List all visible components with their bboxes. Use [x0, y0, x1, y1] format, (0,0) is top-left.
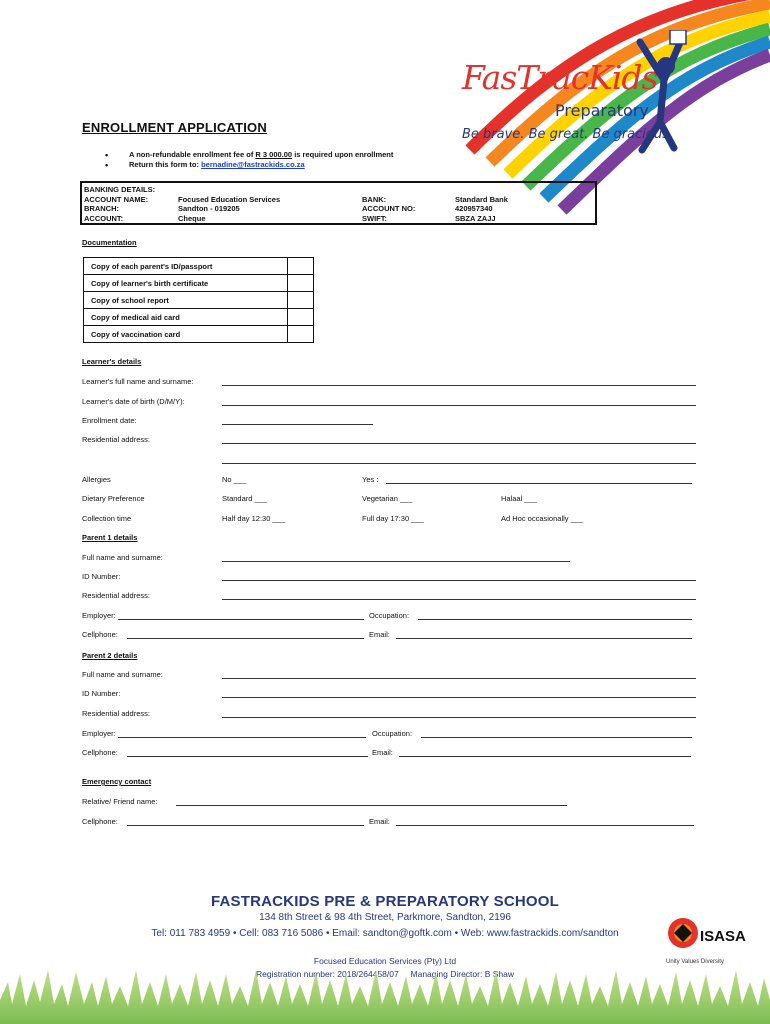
learner-address-field[interactable] — [222, 443, 696, 444]
emergency-cellphone-label: Cellphone: — [82, 817, 118, 826]
learner-dob-field[interactable] — [222, 405, 696, 406]
allergies-yes-label: Yes : — [362, 475, 379, 484]
diet-vegetarian-option[interactable]: Vegetarian ___ — [362, 494, 413, 503]
parent2-cellphone-field[interactable] — [127, 756, 368, 757]
isasa-name: ISASA — [700, 928, 746, 945]
school-logo — [460, 52, 674, 152]
banking-label: BANK: — [362, 194, 387, 204]
allergies-yes-field[interactable] — [386, 483, 692, 484]
footer-school-name: FASTRACKIDS PRE & PREPARATORY SCHOOL — [210, 893, 560, 910]
parent1-id-field[interactable] — [222, 580, 696, 581]
parent1-cellphone-field[interactable] — [127, 638, 364, 639]
checklist-row — [84, 258, 314, 275]
parent1-employer-label: Employer: — [82, 611, 116, 620]
parent2-occupation-field[interactable] — [421, 737, 692, 738]
footer-company: Focused Education Services (Pty) Ltd — [313, 956, 457, 966]
parent1-cellphone-label: Cellphone: — [82, 630, 118, 639]
fee-amount: R 3 000.00 — [255, 150, 293, 159]
collection-label: Collection time — [82, 514, 132, 523]
dietary-label: Dietary Preference — [82, 494, 145, 503]
isasa-tagline: Unity Values Diversity — [666, 959, 724, 965]
grass-decoration — [0, 960, 770, 1024]
enrollment-date-label: Enrollment date: — [82, 416, 137, 425]
checklist-row — [84, 292, 314, 309]
isasa-emblem-icon — [666, 916, 700, 950]
parent1-employer-field[interactable] — [118, 619, 364, 620]
collection-full-day-option[interactable]: Full day 17:30 ___ — [362, 514, 424, 523]
diet-standard-option[interactable]: Standard ___ — [222, 494, 268, 503]
learner-heading: Learner's details — [82, 357, 142, 366]
parent2-name-label: Full name and surname: — [82, 670, 163, 679]
checklist-item: Copy of learner's birth certificate — [84, 275, 288, 292]
parent2-heading: Parent 2 details — [82, 651, 138, 660]
checklist-checkbox[interactable] — [288, 275, 314, 292]
banking-label: ACCOUNT NO: — [362, 204, 416, 213]
emergency-email-field[interactable] — [396, 825, 694, 826]
checklist-row — [84, 275, 314, 292]
parent2-id-label: ID Number: — [82, 689, 121, 698]
allergies-label: Allergies — [82, 475, 111, 484]
notes-list — [105, 150, 393, 170]
parent1-email-label: Email: — [369, 630, 390, 639]
parent2-email-label: Email: — [372, 748, 393, 757]
parent1-heading: Parent 1 details — [82, 533, 138, 542]
parent1-occupation-field[interactable] — [418, 619, 692, 620]
banking-heading: BANKING DETAILS: — [84, 185, 156, 194]
parent1-id-label: ID Number: — [82, 572, 121, 581]
page-title: ENROLLMENT APPLICATION — [82, 120, 267, 135]
footer-contacts: Tel: 011 783 4959 • Cell: 083 716 5086 • Email: sandton@goftk.com • Web: www.fastrackids.com/sandton — [151, 928, 619, 939]
documentation-heading: Documentation — [82, 238, 137, 247]
checklist-row — [84, 326, 314, 343]
logo-sub: Preparatory — [555, 101, 649, 120]
checklist-item: Copy of medical aid card — [84, 309, 288, 326]
learner-name-label: Learner's full name and surname: — [82, 377, 194, 386]
checklist-checkbox[interactable] — [288, 309, 314, 326]
collection-half-day-option[interactable]: Half day 12:30 ___ — [222, 514, 285, 523]
parent2-name-field[interactable] — [222, 678, 696, 679]
parent1-address-field[interactable] — [222, 599, 696, 600]
parent2-id-field[interactable] — [222, 697, 696, 698]
parent2-employer-field[interactable] — [118, 737, 366, 738]
footer-address: 134 8th Street & 98 4th Street, Parkmore, Sandton, 2196 — [259, 912, 511, 923]
learner-dob-label: Learner's date of birth (D/M/Y): — [82, 397, 185, 406]
parent2-employer-label: Employer: — [82, 729, 116, 738]
allergies-no-option[interactable]: No ___ — [222, 475, 247, 484]
checklist-checkbox[interactable] — [288, 258, 314, 275]
parent2-cellphone-label: Cellphone: — [82, 748, 118, 757]
banking-value: SBZA ZAJJ — [455, 213, 496, 223]
diet-halaal-option[interactable]: Halaal ___ — [501, 494, 537, 503]
parent1-name-field[interactable] — [222, 561, 570, 562]
banking-label: ACCOUNT NAME: — [84, 194, 149, 204]
banking-value: Standard Bank — [455, 194, 508, 204]
return-email-link[interactable]: bernadine@fastrackids.co.za — [201, 160, 305, 169]
checklist-item: Copy of school report — [84, 292, 288, 309]
emergency-cellphone-field[interactable] — [127, 825, 364, 826]
checklist-item: Copy of each parent's ID/passport — [84, 258, 288, 275]
banking-value: Focused Education Services — [178, 194, 281, 204]
emergency-heading: Emergency contact — [82, 777, 152, 786]
emergency-email-label: Email: — [369, 817, 390, 826]
banking-details-box — [80, 181, 597, 225]
parent1-email-field[interactable] — [396, 638, 692, 639]
banking-value: Sandton - 019205 — [178, 204, 240, 213]
logo-brand: FasTracKids — [462, 58, 658, 97]
banking-value: 420957340 — [455, 204, 493, 213]
banking-label: ACCOUNT: — [84, 213, 124, 223]
parent2-email-field[interactable] — [399, 756, 691, 757]
collection-adhoc-option[interactable]: Ad Hoc occasionally ___ — [501, 514, 584, 523]
return-note: • Return this form to: bernadine@fastrackids.co.za — [105, 160, 393, 170]
emergency-relative-field[interactable] — [176, 805, 567, 806]
checklist-checkbox[interactable] — [288, 292, 314, 309]
banking-label: BRANCH: — [84, 204, 119, 213]
learner-address-field-2[interactable] — [222, 463, 696, 464]
banking-label: SWIFT: — [362, 213, 387, 223]
footer-registration: Registration number: 2018/264458/07 Managing Director: B Shaw — [256, 969, 514, 979]
parent2-address-label: Residential address: — [82, 709, 150, 718]
logo-tagline: Be brave. Be great. Be gracious. — [462, 127, 674, 142]
parent1-occupation-label: Occupation: — [369, 611, 410, 620]
checklist-checkbox[interactable] — [288, 326, 314, 343]
banking-value: Cheque — [178, 213, 206, 223]
checklist-row — [84, 309, 314, 326]
parent1-address-label: Residential address: — [82, 591, 150, 600]
parent2-address-field[interactable] — [222, 717, 696, 718]
parent2-occupation-label: Occupation: — [372, 729, 413, 738]
fee-note: • A non-refundable enrollment fee of R 3 000.00 is required upon enrollment — [105, 150, 393, 160]
enrollment-date-field[interactable] — [222, 424, 373, 425]
emergency-relative-label: Relative/ Friend name: — [82, 797, 158, 806]
learner-name-field[interactable] — [222, 385, 696, 386]
checklist-item: Copy of vaccination card — [84, 326, 288, 343]
parent1-name-label: Full name and surname: — [82, 553, 163, 562]
learner-address-label: Residential address: — [82, 435, 150, 444]
documentation-checklist — [83, 257, 314, 343]
